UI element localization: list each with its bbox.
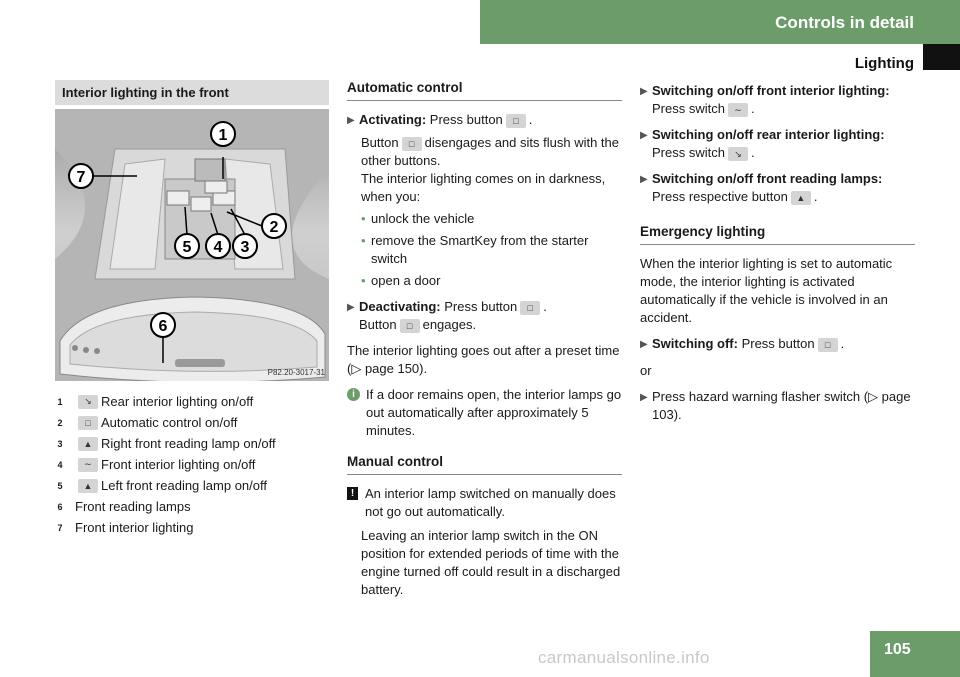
legend-item: 5 ▲ Left front reading lamp on/off [57, 478, 267, 493]
arrow-icon: ▶ [640, 130, 648, 141]
arrow-icon: ▶ [640, 339, 648, 350]
legend-item: 7 Front interior lighting [57, 520, 194, 535]
activating-condition: The interior lighting comes on in darkness, when you: [361, 171, 606, 204]
column-3 [640, 80, 915, 424]
legend-item: 4 ∼ Front interior lighting on/off [57, 457, 256, 472]
section-title: Controls in detail [775, 13, 914, 32]
legend [55, 391, 329, 538]
legend-item: 3 ▲ Right front reading lamp on/off [57, 436, 276, 451]
step-front-lighting: ▶ Switching on/off front interior lighting: Press switch ∼ . [640, 83, 890, 116]
callout-4: 4 [213, 239, 223, 256]
front-light-icon: ∼ [728, 103, 748, 117]
callout-5: 5 [182, 239, 192, 256]
auto-control-icon: □ [506, 114, 526, 128]
callout-1: 1 [218, 127, 228, 144]
callout-7: 7 [76, 169, 86, 186]
emergency-text: When the interior lighting is set to automatic mode, the interior lighting is activated automatically if the vehicle is involved in an accident. [640, 256, 893, 325]
column-1 [55, 80, 329, 538]
auto-control-icon: □ [818, 338, 838, 352]
step-switching-off: ▶ Switching off: Press button □ . [640, 335, 915, 354]
goes-out-text: The interior lighting goes out after a preset time (▷ page 150). [347, 343, 620, 376]
reading-lamp-icon: ▲ [78, 479, 98, 493]
page-number: 105 [884, 641, 911, 658]
step-deactivating: ▶ Deactivating: Press button □ . Button □ engages. [347, 299, 547, 332]
auto-control-icon: □ [402, 137, 422, 151]
or-text: or [640, 363, 652, 378]
bullet-item: • open a door [361, 273, 441, 288]
legend-item: 6 Front reading lamps [57, 499, 191, 514]
info-icon: i [347, 388, 360, 401]
auto-control-icon: □ [78, 416, 98, 430]
watermark: carmanualsonline.info [538, 648, 710, 667]
rear-light-icon: ↘ [728, 147, 748, 161]
auto-control-icon: □ [400, 319, 420, 333]
reading-lamp-icon: ▲ [791, 191, 811, 205]
auto-control-icon: □ [520, 301, 540, 315]
emergency-lighting-heading: Emergency lighting [640, 224, 915, 245]
legend-item: 2 □ Automatic control on/off [57, 415, 238, 430]
callout-3: 3 [240, 239, 250, 256]
activating-detail: Button □ disengages and sits flush with the other buttons. [361, 135, 619, 168]
warning-detail: Leaving an interior lamp switch in the ON position for extended periods of time with the engine turned off could result in a discharged battery. [361, 528, 621, 597]
arrow-icon: ▶ [640, 392, 648, 403]
front-light-icon: ∼ [78, 458, 98, 472]
overhead-console-photo [55, 109, 329, 381]
arrow-icon: ▶ [347, 302, 355, 313]
arrow-icon: ▶ [640, 86, 648, 97]
warning-icon: ! [347, 487, 358, 500]
callout-6: 6 [158, 318, 168, 335]
step-hazard: ▶ Press hazard warning flasher switch (▷ page 103). [640, 389, 911, 422]
callout-2: 2 [269, 219, 279, 236]
reading-lamp-icon: ▲ [78, 437, 98, 451]
arrow-icon: ▶ [640, 174, 648, 185]
info-note: i If a door remains open, the interior lamps go out automatically after approximately 5 minutes. [347, 386, 622, 440]
bullet-item: • remove the SmartKey from the starter switch [361, 233, 589, 266]
subsection-title: Lighting [854, 55, 914, 72]
legend-item: 1 ↘ Rear interior lighting on/off [57, 394, 254, 409]
step-reading-lamps: ▶ Switching on/off front reading lamps: Press respective button ▲ . [640, 171, 883, 204]
step-activating: ▶ Activating: Press button □ . [347, 111, 622, 130]
warning-note: ! An interior lamp switched on manually does not go out automatically. [347, 485, 622, 521]
column-2 [347, 80, 622, 599]
rear-light-icon: ↘ [78, 395, 98, 409]
header-marker [923, 44, 960, 70]
photo-code: P82.20-3017-31 [267, 368, 325, 377]
interior-lighting-title: Interior lighting in the front [55, 80, 329, 105]
arrow-icon: ▶ [347, 115, 355, 126]
bullet-item: • unlock the vehicle [361, 211, 475, 226]
manual-control-heading: Manual control [347, 454, 622, 475]
step-rear-lighting: ▶ Switching on/off rear interior lighting: Press switch ↘ . [640, 127, 885, 160]
automatic-control-heading: Automatic control [347, 80, 622, 101]
